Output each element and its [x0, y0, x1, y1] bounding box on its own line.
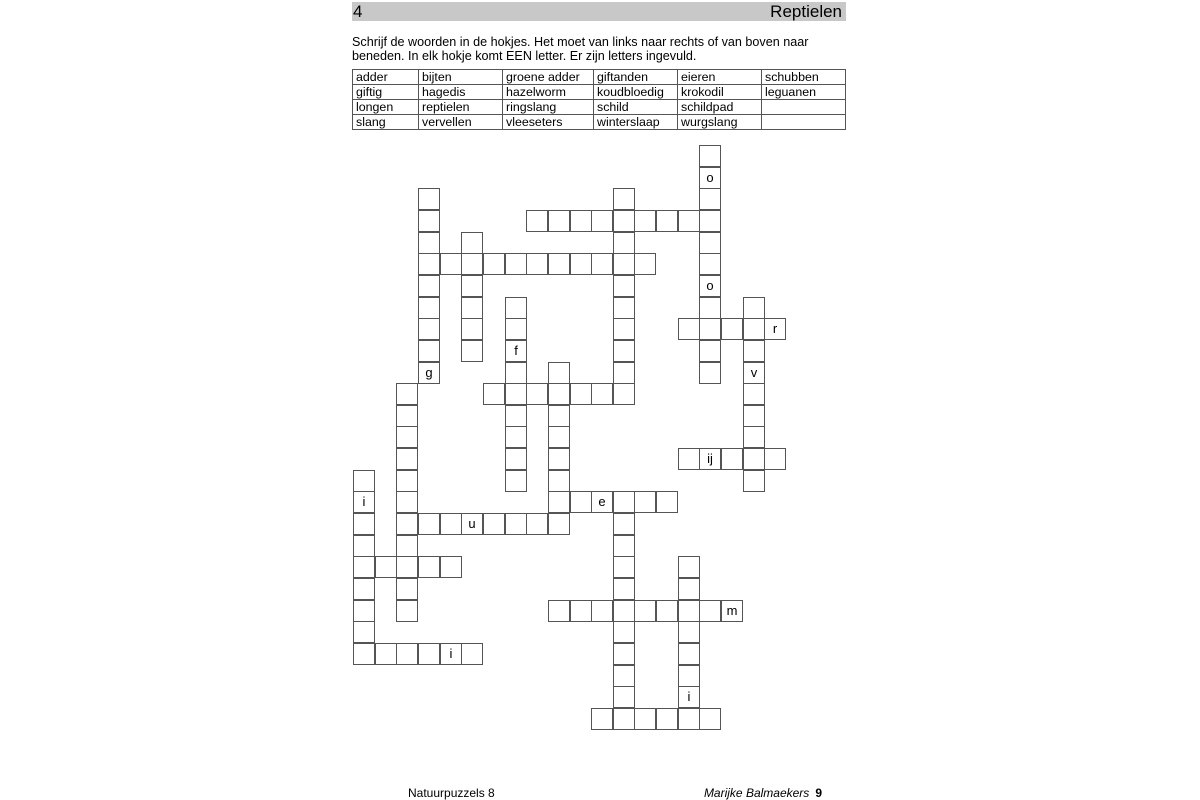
grid-cell[interactable] [591, 253, 613, 275]
grid-cell[interactable] [678, 621, 700, 643]
grid-cell-given-letter[interactable]: o [699, 167, 721, 189]
grid-cell[interactable] [591, 210, 613, 232]
grid-cell[interactable] [505, 297, 527, 319]
grid-cell[interactable] [634, 600, 656, 622]
grid-cell[interactable] [613, 253, 635, 275]
grid-cell[interactable] [743, 383, 765, 405]
grid-cell[interactable] [613, 556, 635, 578]
word-cell: slang [353, 115, 419, 130]
grid-cell[interactable] [418, 556, 440, 578]
grid-cell[interactable] [396, 383, 418, 405]
grid-cell[interactable] [613, 643, 635, 665]
grid-cell[interactable] [570, 253, 592, 275]
grid-cell[interactable] [418, 253, 440, 275]
grid-cell[interactable] [699, 362, 721, 384]
grid-cell[interactable] [656, 491, 678, 513]
footer-book-title: Natuurpuzzels 8 [408, 786, 495, 800]
grid-cell[interactable] [570, 383, 592, 405]
grid-cell[interactable] [570, 210, 592, 232]
grid-cell[interactable] [721, 318, 743, 340]
grid-cell[interactable] [418, 297, 440, 319]
grid-cell[interactable] [699, 340, 721, 362]
grid-cell[interactable] [396, 600, 418, 622]
word-cell: groene adder [503, 70, 594, 85]
grid-cell[interactable] [396, 578, 418, 600]
grid-cell[interactable] [548, 253, 570, 275]
word-cell: hazelworm [503, 85, 594, 100]
grid-cell[interactable] [461, 340, 483, 362]
grid-cell[interactable] [548, 210, 570, 232]
grid-cell[interactable] [743, 470, 765, 492]
grid-cell-given-letter[interactable]: i [678, 686, 700, 708]
grid-cell[interactable] [353, 578, 375, 600]
word-cell: schild [594, 100, 678, 115]
grid-cell[interactable] [461, 297, 483, 319]
grid-cell[interactable] [743, 448, 765, 470]
word-cell: longen [353, 100, 419, 115]
grid-cell[interactable] [613, 686, 635, 708]
grid-cell[interactable] [764, 448, 786, 470]
grid-cell[interactable] [613, 188, 635, 210]
grid-cell[interactable] [353, 556, 375, 578]
grid-cell[interactable] [699, 210, 721, 232]
grid-cell[interactable] [613, 318, 635, 340]
grid-cell[interactable] [613, 340, 635, 362]
grid-cell[interactable] [656, 210, 678, 232]
grid-cell[interactable] [505, 253, 527, 275]
word-cell: reptielen [419, 100, 503, 115]
grid-cell[interactable] [418, 513, 440, 535]
grid-cell[interactable] [418, 340, 440, 362]
grid-cell[interactable] [591, 383, 613, 405]
grid-cell[interactable] [505, 470, 527, 492]
instructions: Schrijf de woorden in de hokjes. Het moet van links naar rechts of van boven naar beneden. In elk hokje komt EEN letter. Er zijn letters ingevuld. [352, 35, 809, 63]
grid-cell[interactable] [591, 708, 613, 730]
grid-cell[interactable] [678, 210, 700, 232]
grid-cell[interactable] [699, 232, 721, 254]
grid-cell[interactable] [483, 253, 505, 275]
grid-cell[interactable] [526, 383, 548, 405]
grid-cell[interactable] [721, 448, 743, 470]
grid-cell[interactable] [743, 318, 765, 340]
grid-cell[interactable] [699, 708, 721, 730]
word-cell: eieren [678, 70, 762, 85]
word-cell: winterslaap [594, 115, 678, 130]
grid-cell[interactable] [613, 297, 635, 319]
grid-cell[interactable] [505, 383, 527, 405]
grid-cell[interactable] [678, 556, 700, 578]
grid-cell-given-letter[interactable]: g [418, 362, 440, 384]
grid-cell[interactable] [440, 253, 462, 275]
grid-cell[interactable] [548, 426, 570, 448]
grid-cell[interactable] [418, 210, 440, 232]
grid-cell[interactable] [396, 513, 418, 535]
grid-cell[interactable] [613, 210, 635, 232]
grid-cell[interactable] [656, 708, 678, 730]
grid-cell[interactable] [613, 383, 635, 405]
grid-cell-given-letter[interactable]: e [591, 491, 613, 513]
grid-cell[interactable] [570, 491, 592, 513]
grid-cell[interactable] [678, 600, 700, 622]
grid-cell[interactable] [699, 188, 721, 210]
grid-cell[interactable] [548, 448, 570, 470]
grid-cell[interactable] [418, 643, 440, 665]
grid-cell[interactable] [353, 643, 375, 665]
footer-page-number: 9 [815, 786, 822, 800]
grid-cell-given-letter[interactable]: f [505, 340, 527, 362]
grid-cell[interactable] [613, 535, 635, 557]
grid-cell[interactable] [678, 448, 700, 470]
word-cell: koudbloedig [594, 85, 678, 100]
word-cell: wurgslang [678, 115, 762, 130]
grid-cell[interactable] [483, 513, 505, 535]
grid-cell[interactable] [613, 600, 635, 622]
grid-cell-given-letter[interactable]: i [353, 491, 375, 513]
grid-cell[interactable] [548, 362, 570, 384]
grid-cell[interactable] [505, 426, 527, 448]
grid-cell[interactable] [440, 513, 462, 535]
grid-cell[interactable] [743, 297, 765, 319]
grid-cell[interactable] [505, 318, 527, 340]
grid-cell[interactable] [396, 448, 418, 470]
grid-cell[interactable] [461, 318, 483, 340]
grid-cell[interactable] [526, 253, 548, 275]
grid-cell[interactable] [461, 253, 483, 275]
grid-cell[interactable] [699, 318, 721, 340]
puzzle-number: 4 [353, 2, 363, 21]
grid-cell[interactable] [396, 491, 418, 513]
word-cell: giftig [353, 85, 419, 100]
grid-cell[interactable] [613, 513, 635, 535]
grid-cell[interactable] [743, 340, 765, 362]
grid-cell[interactable] [743, 405, 765, 427]
word-cell: leguanen [762, 85, 846, 100]
grid-cell[interactable] [440, 556, 462, 578]
grid-cell[interactable] [396, 556, 418, 578]
grid-cell[interactable] [353, 470, 375, 492]
grid-cell[interactable] [396, 470, 418, 492]
grid-cell[interactable] [396, 643, 418, 665]
grid-cell-given-letter[interactable]: r [764, 318, 786, 340]
grid-cell[interactable] [613, 362, 635, 384]
grid-cell[interactable] [699, 145, 721, 167]
grid-cell[interactable] [613, 708, 635, 730]
grid-cell[interactable] [678, 318, 700, 340]
grid-cell[interactable] [505, 362, 527, 384]
grid-cell[interactable] [375, 556, 397, 578]
word-cell: hagedis [419, 85, 503, 100]
word-cell: vervellen [419, 115, 503, 130]
puzzle-title: Reptielen [770, 2, 842, 21]
grid-cell[interactable] [461, 232, 483, 254]
grid-cell[interactable] [505, 405, 527, 427]
grid-cell-given-letter[interactable]: u [461, 513, 483, 535]
grid-cell[interactable] [548, 405, 570, 427]
grid-cell[interactable] [591, 600, 613, 622]
grid-cell[interactable] [699, 600, 721, 622]
grid-cell[interactable] [656, 600, 678, 622]
footer-author-page [704, 786, 822, 800]
grid-cell[interactable] [505, 513, 527, 535]
grid-cell[interactable] [396, 405, 418, 427]
grid-cell[interactable] [743, 426, 765, 448]
word-cell: schildpad [678, 100, 762, 115]
grid-cell[interactable] [353, 621, 375, 643]
word-cell: ringslang [503, 100, 594, 115]
grid-cell[interactable] [418, 188, 440, 210]
word-cell: krokodil [678, 85, 762, 100]
word-cell: schubben [762, 70, 846, 85]
grid-cell[interactable] [548, 470, 570, 492]
grid-cell[interactable] [396, 426, 418, 448]
grid-cell[interactable] [461, 643, 483, 665]
grid-cell[interactable] [353, 513, 375, 535]
word-cell: adder [353, 70, 419, 85]
grid-cell[interactable] [375, 643, 397, 665]
grid-cell[interactable] [526, 513, 548, 535]
grid-cell[interactable] [418, 318, 440, 340]
grid-cell[interactable] [613, 578, 635, 600]
footer-author: Marijke Balmaekers [703, 786, 810, 800]
grid-cell[interactable] [570, 600, 592, 622]
grid-cell[interactable] [699, 297, 721, 319]
grid-cell-given-letter[interactable]: o [699, 275, 721, 297]
grid-cell[interactable] [678, 578, 700, 600]
grid-cell[interactable] [634, 210, 656, 232]
grid-cell[interactable] [699, 253, 721, 275]
word-cell: vleeseters [503, 115, 594, 130]
grid-cell[interactable] [548, 491, 570, 513]
grid-cell[interactable] [461, 275, 483, 297]
grid-cell[interactable] [418, 232, 440, 254]
grid-cell[interactable] [548, 383, 570, 405]
grid-cell[interactable] [678, 643, 700, 665]
grid-cell[interactable] [353, 535, 375, 557]
grid-cell[interactable] [353, 600, 375, 622]
grid-cell[interactable] [483, 383, 505, 405]
grid-cell[interactable] [396, 535, 418, 557]
grid-cell[interactable] [613, 665, 635, 687]
grid-cell-given-letter[interactable]: ij [699, 448, 721, 470]
grid-cell[interactable] [634, 253, 656, 275]
grid-cell[interactable] [548, 600, 570, 622]
grid-cell[interactable] [505, 448, 527, 470]
grid-cell-given-letter[interactable]: i [440, 643, 462, 665]
word-cell: giftanden [594, 70, 678, 85]
grid-cell[interactable] [418, 275, 440, 297]
grid-cell-given-letter[interactable]: v [743, 362, 765, 384]
word-cell: bijten [419, 70, 503, 85]
grid-cell[interactable] [548, 513, 570, 535]
grid-cell[interactable] [613, 621, 635, 643]
grid-cell[interactable] [634, 491, 656, 513]
grid-cell-given-letter[interactable]: m [721, 600, 743, 622]
grid-cell[interactable] [613, 232, 635, 254]
grid-cell[interactable] [634, 708, 656, 730]
grid-cell[interactable] [526, 210, 548, 232]
grid-cell[interactable] [678, 665, 700, 687]
grid-cell[interactable] [613, 275, 635, 297]
grid-cell[interactable] [678, 708, 700, 730]
grid-cell[interactable] [613, 491, 635, 513]
